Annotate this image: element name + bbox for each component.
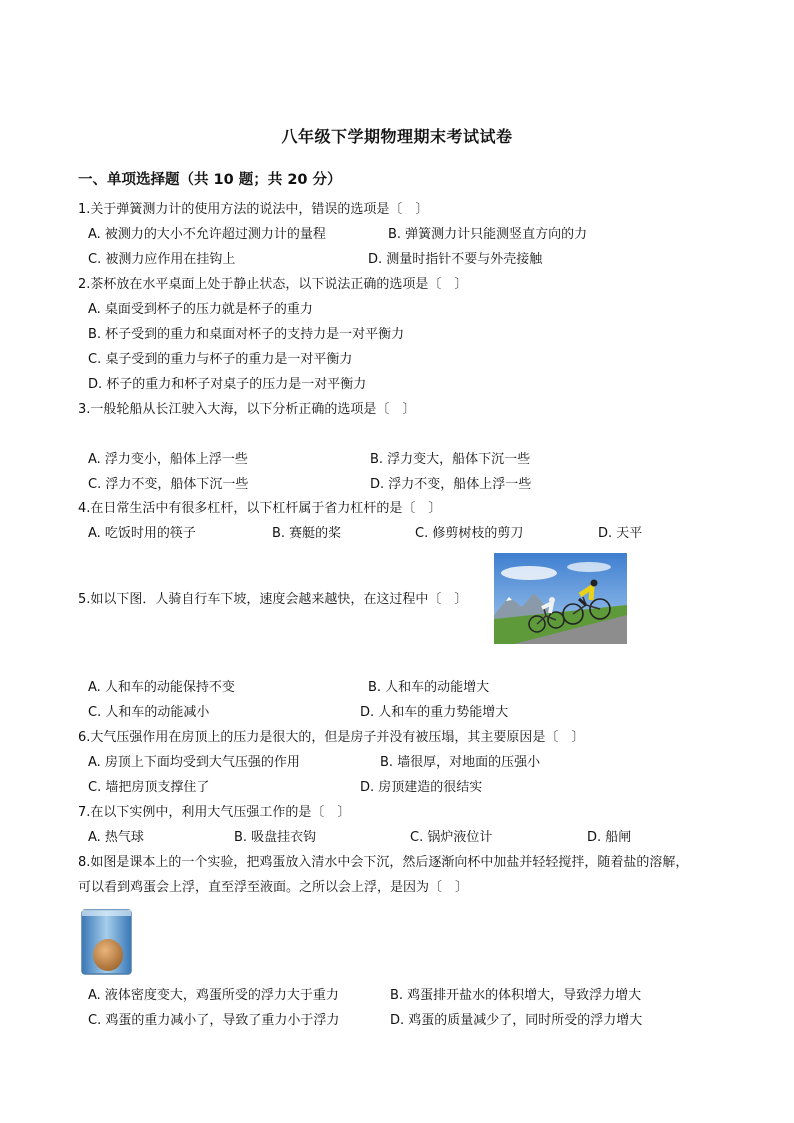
question-5-option-b[interactable]: B. 人和车的动能增大 [368,680,490,695]
cyclists-downhill-image [494,553,627,644]
question-4-stem: 4.在日常生活中有很多杠杆，以下杠杆属于省力杠杆的是〔 〕 [78,501,442,516]
question-1-option-c[interactable]: C. 被测力应作用在挂钩上 [88,252,236,267]
question-7-option-b[interactable]: B. 吸盘挂衣钩 [234,830,317,845]
question-8-stem-line-2: 可以看到鸡蛋会上浮，直至浮至液面。之所以会上浮，是因为〔 〕 [78,880,469,895]
question-2-option-c[interactable]: C. 桌子受到的重力与杯子的重力是一对平衡力 [88,352,353,367]
question-7-stem: 7.在以下实例中，利用大气压强工作的是〔 〕 [78,805,351,820]
question-2-option-b[interactable]: B. 杯子受到的重力和桌面对杯子的支持力是一对平衡力 [88,327,405,342]
question-6-stem: 6.大气压强作用在房顶上的压力是很大的，但是房子并没有被压塌，其主要原因是〔 〕 [78,730,585,745]
question-3-option-a[interactable]: A. 浮力变小，船体上浮一些 [88,452,248,467]
question-6-option-d[interactable]: D. 房顶建造的很结实 [360,780,483,795]
question-4-option-a[interactable]: A. 吃饭时用的筷子 [88,526,196,541]
question-3-option-b[interactable]: B. 浮力变大，船体下沉一些 [370,452,531,467]
question-8-option-d[interactable]: D. 鸡蛋的质量减少了，同时所受的浮力增大 [390,1013,643,1028]
question-5-option-c[interactable]: C. 人和车的动能减小 [88,705,210,720]
page-title: 八年级下学期物理期末考试试卷 [281,127,513,146]
question-7-option-d[interactable]: D. 船闸 [587,830,632,845]
question-5-stem: 5.如以下图．人骑自行车下坡，速度会越来越快，在这过程中〔 〕 [78,592,468,607]
question-8-option-b[interactable]: B. 鸡蛋排开盐水的体积增大，导致浮力增大 [390,988,642,1003]
question-4-option-d[interactable]: D. 天平 [598,526,643,541]
question-5-option-a[interactable]: A. 人和车的动能保持不变 [88,680,235,695]
question-8-stem-line-1: 8.如图是课本上的一个实验，把鸡蛋放入清水中会下沉，然后逐渐向杯中加盐并轻轻搅拌，随着盐的溶解， [78,855,689,870]
question-4-option-b[interactable]: B. 赛艇的桨 [272,526,342,541]
question-2-option-a[interactable]: A. 桌面受到杯子的压力就是杯子的重力 [88,302,313,317]
question-1-stem: 1.关于弹簧测力计的使用方法的说法中，错误的选项是〔 〕 [78,202,429,217]
egg-in-water-glass-image [80,908,133,976]
question-1-option-d[interactable]: D. 测量时指针不要与外壳接触 [368,252,543,267]
question-8-option-a[interactable]: A. 液体密度变大，鸡蛋所受的浮力大于重力 [88,988,339,1003]
question-6-option-c[interactable]: C. 墙把房顶支撑住了 [88,780,210,795]
section-heading: 一、单项选择题（共 10 题；共 20 分） [78,172,342,188]
question-2-option-d[interactable]: D. 杯子的重力和杯子对桌子的压力是一对平衡力 [88,377,367,392]
question-6-option-a[interactable]: A. 房顶上下面均受到大气压强的作用 [88,755,300,770]
question-2-stem: 2.茶杯放在水平桌面上处于静止状态，以下说法正确的选项是〔 〕 [78,277,468,292]
question-1-option-a[interactable]: A. 被测力的大小不允许超过测力计的量程 [88,227,326,242]
question-6-option-b[interactable]: B. 墙很厚，对地面的压强小 [380,755,541,770]
question-8-option-c[interactable]: C. 鸡蛋的重力减小了，导致了重力小于浮力 [88,1013,340,1028]
question-3-option-c[interactable]: C. 浮力不变，船体下沉一些 [88,477,249,492]
question-7-option-a[interactable]: A. 热气球 [88,830,144,845]
question-5-option-d[interactable]: D. 人和车的重力势能增大 [360,705,509,720]
question-3-option-d[interactable]: D. 浮力不变，船体上浮一些 [370,477,532,492]
question-3-stem: 3.一般轮船从长江驶入大海，以下分析正确的选项是〔 〕 [78,402,416,417]
question-4-option-c[interactable]: C. 修剪树枝的剪刀 [415,526,524,541]
question-7-option-c[interactable]: C. 锅炉液位计 [410,830,493,845]
question-1-option-b[interactable]: B. 弹簧测力计只能测竖直方向的力 [388,227,588,242]
